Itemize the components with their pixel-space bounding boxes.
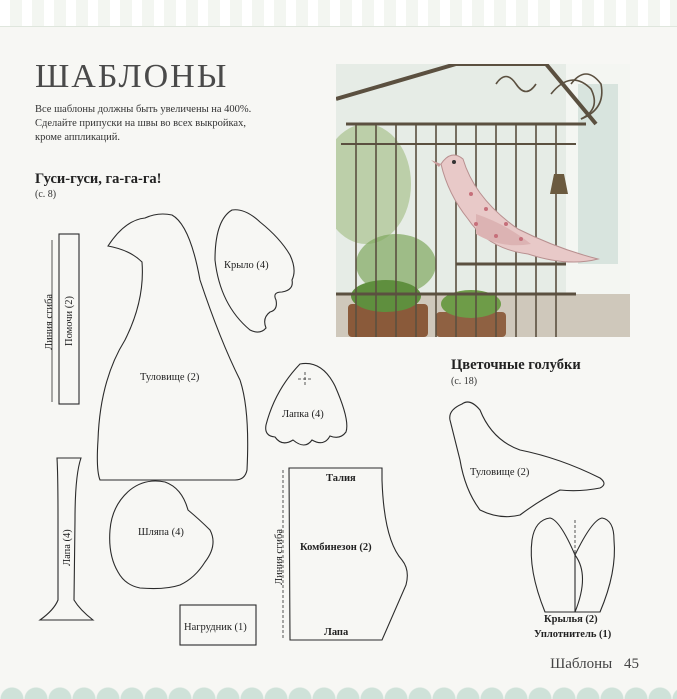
overalls-label: Комбинезон (2) <box>300 542 372 553</box>
doves-section-ref: (с. 18) <box>451 376 478 387</box>
pomochi-label: Помочи (2) <box>64 295 75 346</box>
page-title: ШАБЛОНЫ <box>35 58 229 95</box>
footer-section-name: Шаблоны <box>550 656 613 672</box>
instruction-line: Сделайте припуски на швы во всех выкройках, <box>35 118 246 129</box>
goose-overalls-shape <box>289 468 407 640</box>
dove-body-shape <box>450 402 604 517</box>
page-number: 45 <box>624 656 639 672</box>
geese-section-title: Гуси-гуси, га-га-га! <box>35 171 162 187</box>
instruction-line: Все шаблоны должны быть увеличены на 400%. <box>35 104 252 115</box>
goose-body-shape <box>97 214 247 480</box>
fold-line-label-2: Линия сгиба <box>274 528 285 585</box>
bib-label: Нагрудник (1) <box>184 622 247 633</box>
dove-wings-label: Крылья (2) <box>544 614 598 625</box>
dove-padding-label: Уплотнитель (1) <box>534 629 612 640</box>
hat-label: Шляпа (4) <box>138 527 184 538</box>
wing-label: Крыло (4) <box>224 260 269 271</box>
dove-body-label: Туловище (2) <box>470 467 530 478</box>
leg-label: Лапа (4) <box>62 529 73 566</box>
instruction-line: кроме аппликаций. <box>35 132 121 143</box>
body-label: Туловище (2) <box>140 372 200 383</box>
waist-label: Талия <box>326 473 356 484</box>
fold-line-label-1: Линия сгиба <box>44 293 55 350</box>
page-footer <box>542 656 639 673</box>
doves-section-title: Цветочные голубки <box>451 357 581 373</box>
bottom-decorative-border <box>0 679 677 699</box>
goose-paw-small-shape <box>266 363 347 445</box>
geese-section-ref: (с. 8) <box>35 189 57 200</box>
paw-small-label: Лапка (4) <box>282 409 324 420</box>
overalls-paw-label: Лапа <box>324 627 349 638</box>
